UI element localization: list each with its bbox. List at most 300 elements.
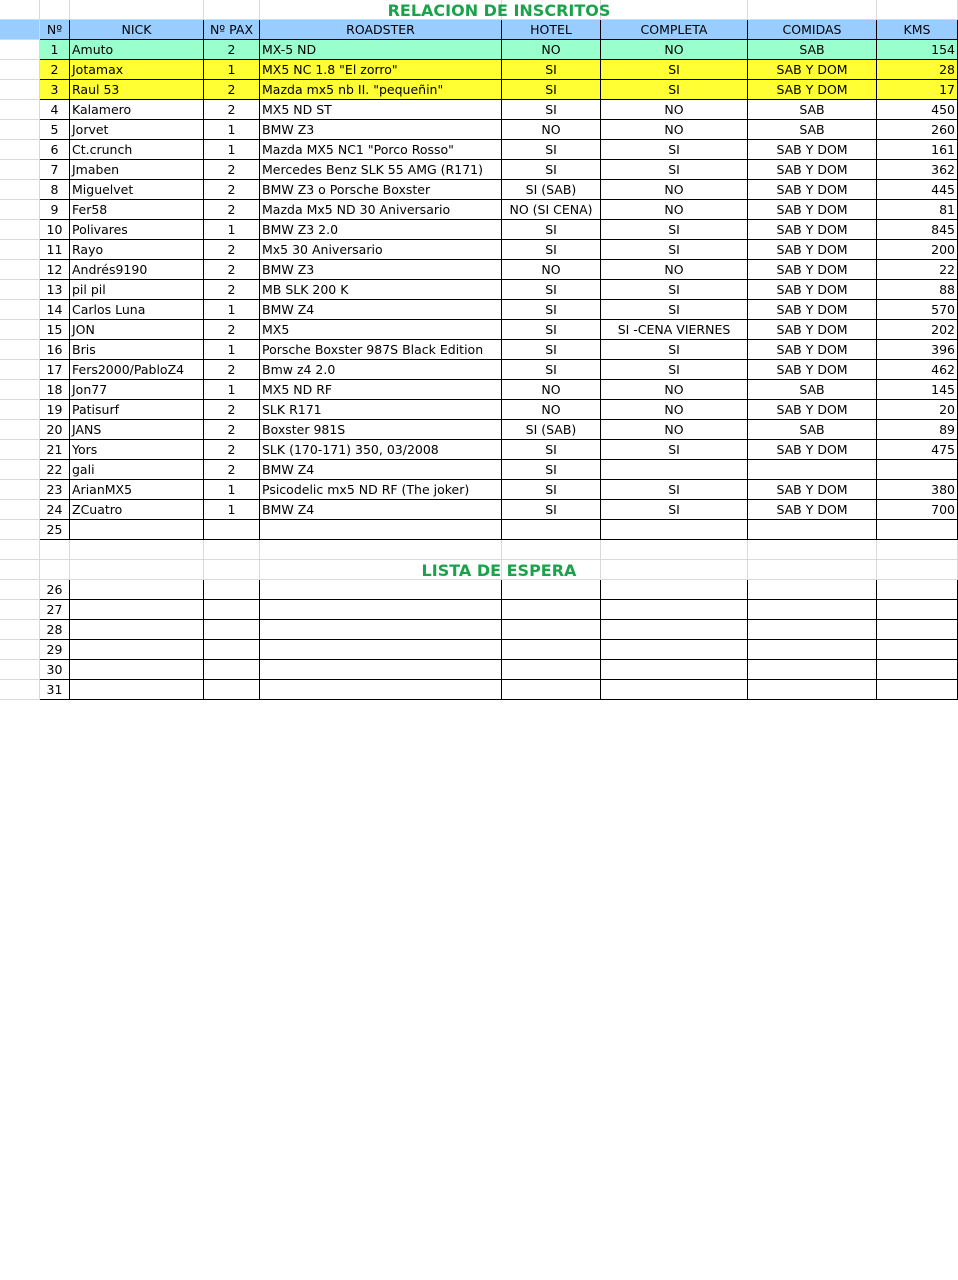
cell-car[interactable]: Mazda Mx5 ND 30 Aniversario (260, 200, 502, 220)
row-gutter[interactable] (0, 480, 40, 500)
cell-pax[interactable]: 2 (204, 460, 260, 480)
cell-car[interactable]: SLK R171 (260, 400, 502, 420)
cell-pax[interactable]: 1 (204, 300, 260, 320)
cell-pax[interactable]: 1 (204, 140, 260, 160)
cell-comidas[interactable]: SAB Y DOM (748, 440, 877, 460)
cell-completa[interactable]: SI (601, 360, 748, 380)
cell-nick[interactable]: Rayo (70, 240, 204, 260)
cell-comidas[interactable]: SAB Y DOM (748, 80, 877, 100)
row-gutter[interactable] (0, 20, 40, 40)
row-gutter[interactable] (0, 560, 40, 580)
empty-cell[interactable] (70, 660, 204, 680)
cell-nick[interactable]: Yors (70, 440, 204, 460)
cell-n[interactable]: 7 (40, 160, 70, 180)
cell-nick[interactable]: Jmaben (70, 160, 204, 180)
empty-cell[interactable] (502, 600, 601, 620)
empty-cell[interactable] (601, 640, 748, 660)
cell-pax[interactable]: 2 (204, 360, 260, 380)
empty-cell[interactable] (70, 600, 204, 620)
row-gutter[interactable] (0, 400, 40, 420)
cell-comidas[interactable]: SAB Y DOM (748, 140, 877, 160)
cell-nick[interactable]: Miguelvet (70, 180, 204, 200)
cell-hotel[interactable]: SI (502, 60, 601, 80)
cell-nick[interactable]: Fers2000/PabloZ4 (70, 360, 204, 380)
cell-nick[interactable]: Andrés9190 (70, 260, 204, 280)
cell-hotel[interactable]: NO (SI CENA) (502, 200, 601, 220)
cell-kms[interactable]: 380 (877, 480, 958, 500)
cell-comidas[interactable]: SAB (748, 40, 877, 60)
cell-pax[interactable]: 1 (204, 60, 260, 80)
cell-car[interactable]: MX5 (260, 320, 502, 340)
cell-completa[interactable]: SI (601, 480, 748, 500)
cell-n[interactable]: 20 (40, 420, 70, 440)
empty-cell[interactable] (70, 680, 204, 700)
empty-cell[interactable] (601, 680, 748, 700)
cell-nick[interactable]: gali (70, 460, 204, 480)
cell-completa[interactable]: SI (601, 280, 748, 300)
cell-car[interactable]: MX5 ND ST (260, 100, 502, 120)
empty-cell[interactable] (204, 620, 260, 640)
cell-n[interactable]: 15 (40, 320, 70, 340)
cell-kms[interactable]: 145 (877, 380, 958, 400)
cell-nick[interactable]: Fer58 (70, 200, 204, 220)
cell-completa[interactable]: NO (601, 120, 748, 140)
cell-pax[interactable]: 1 (204, 380, 260, 400)
cell-comidas[interactable]: SAB Y DOM (748, 160, 877, 180)
cell-completa[interactable]: NO (601, 200, 748, 220)
cell-nick[interactable]: ArianMX5 (70, 480, 204, 500)
row-gutter[interactable] (0, 500, 40, 520)
cell-kms[interactable]: 161 (877, 140, 958, 160)
cell-pax[interactable]: 2 (204, 160, 260, 180)
cell-nick[interactable]: Jon77 (70, 380, 204, 400)
cell-nick[interactable]: pil pil (70, 280, 204, 300)
row-gutter[interactable] (0, 220, 40, 240)
row-gutter[interactable] (0, 360, 40, 380)
cell-n[interactable]: 8 (40, 180, 70, 200)
cell-nick[interactable]: Jorvet (70, 120, 204, 140)
cell-hotel[interactable]: SI (SAB) (502, 180, 601, 200)
empty-cell[interactable] (502, 620, 601, 640)
cell-completa[interactable]: SI (601, 300, 748, 320)
empty-cell[interactable] (502, 580, 601, 600)
cell-pax[interactable]: 2 (204, 440, 260, 460)
empty-cell[interactable] (70, 620, 204, 640)
cell-car[interactable]: MX-5 ND (260, 40, 502, 60)
cell-kms[interactable]: 88 (877, 280, 958, 300)
cell-n[interactable]: 9 (40, 200, 70, 220)
cell-pax[interactable]: 2 (204, 40, 260, 60)
cell-car[interactable]: MX5 NC 1.8 "El zorro" (260, 60, 502, 80)
cell-pax[interactable]: 2 (204, 280, 260, 300)
empty-cell[interactable] (204, 600, 260, 620)
cell-nick[interactable]: Kalamero (70, 100, 204, 120)
cell-completa[interactable]: NO (601, 40, 748, 60)
row-gutter[interactable] (0, 80, 40, 100)
empty-cell[interactable] (877, 580, 958, 600)
cell-completa[interactable]: SI (601, 60, 748, 80)
empty-cell[interactable] (204, 580, 260, 600)
cell-n[interactable]: 22 (40, 460, 70, 480)
row-gutter[interactable] (0, 180, 40, 200)
cell-pax[interactable] (204, 520, 260, 540)
cell-completa[interactable]: NO (601, 380, 748, 400)
cell-n[interactable]: 31 (40, 680, 70, 700)
row-gutter[interactable] (0, 600, 40, 620)
cell-pax[interactable]: 1 (204, 480, 260, 500)
cell-pax[interactable]: 2 (204, 180, 260, 200)
cell-kms[interactable]: 154 (877, 40, 958, 60)
empty-cell[interactable] (748, 620, 877, 640)
row-gutter[interactable] (0, 140, 40, 160)
cell-comidas[interactable]: SAB (748, 120, 877, 140)
column-header-n[interactable]: Nº (40, 20, 70, 40)
cell-nick[interactable]: Raul 53 (70, 80, 204, 100)
cell-pax[interactable]: 2 (204, 80, 260, 100)
row-gutter[interactable] (0, 160, 40, 180)
cell-pax[interactable]: 2 (204, 420, 260, 440)
cell-n[interactable]: 6 (40, 140, 70, 160)
cell-completa[interactable]: SI (601, 500, 748, 520)
empty-cell[interactable] (502, 540, 601, 560)
empty-cell[interactable] (260, 540, 502, 560)
cell-n[interactable]: 5 (40, 120, 70, 140)
cell-completa[interactable] (601, 460, 748, 480)
row-gutter[interactable] (0, 260, 40, 280)
row-gutter[interactable] (0, 320, 40, 340)
empty-cell[interactable] (877, 540, 958, 560)
cell-hotel[interactable]: SI (502, 480, 601, 500)
cell-n[interactable]: 13 (40, 280, 70, 300)
cell-nick[interactable]: JANS (70, 420, 204, 440)
column-header-kms[interactable]: KMS (877, 20, 958, 40)
cell-comidas[interactable]: SAB Y DOM (748, 400, 877, 420)
empty-cell[interactable] (40, 540, 70, 560)
column-header-nick[interactable]: NICK (70, 20, 204, 40)
cell-hotel[interactable]: NO (502, 380, 601, 400)
row-gutter[interactable] (0, 380, 40, 400)
empty-cell[interactable] (877, 600, 958, 620)
cell-comidas[interactable]: SAB Y DOM (748, 60, 877, 80)
empty-cell[interactable] (204, 680, 260, 700)
cell-kms[interactable]: 28 (877, 60, 958, 80)
row-gutter[interactable] (0, 520, 40, 540)
cell-hotel[interactable]: NO (502, 40, 601, 60)
cell-car[interactable]: BMW Z4 (260, 300, 502, 320)
row-gutter[interactable] (0, 660, 40, 680)
cell-pax[interactable]: 2 (204, 320, 260, 340)
cell-car[interactable]: Boxster 981S (260, 420, 502, 440)
empty-cell[interactable] (601, 620, 748, 640)
cell-n[interactable]: 12 (40, 260, 70, 280)
empty-cell[interactable] (502, 660, 601, 680)
cell-n[interactable]: 25 (40, 520, 70, 540)
cell-kms[interactable]: 570 (877, 300, 958, 320)
cell-n[interactable]: 3 (40, 80, 70, 100)
cell-nick[interactable] (70, 520, 204, 540)
cell-n[interactable]: 18 (40, 380, 70, 400)
cell-car[interactable]: Psicodelic mx5 ND RF (The joker) (260, 480, 502, 500)
cell-hotel[interactable]: SI (502, 140, 601, 160)
cell-nick[interactable]: JON (70, 320, 204, 340)
cell-n[interactable]: 28 (40, 620, 70, 640)
cell-nick[interactable]: Ct.crunch (70, 140, 204, 160)
row-gutter[interactable] (0, 0, 40, 20)
cell-completa[interactable]: SI (601, 80, 748, 100)
cell-car[interactable]: Mazda MX5 NC1 "Porco Rosso" (260, 140, 502, 160)
empty-cell[interactable] (70, 640, 204, 660)
cell-kms[interactable] (877, 460, 958, 480)
row-gutter[interactable] (0, 300, 40, 320)
cell-n[interactable]: 23 (40, 480, 70, 500)
empty-cell[interactable] (748, 540, 877, 560)
cell-comidas[interactable]: SAB Y DOM (748, 360, 877, 380)
waitlist-row (0, 640, 958, 660)
cell-completa[interactable]: NO (601, 400, 748, 420)
cell-hotel[interactable]: SI (502, 500, 601, 520)
cell-comidas[interactable]: SAB Y DOM (748, 200, 877, 220)
empty-cell[interactable] (260, 580, 502, 600)
cell-hotel[interactable]: NO (502, 120, 601, 140)
cell-kms[interactable]: 202 (877, 320, 958, 340)
empty-cell[interactable] (877, 660, 958, 680)
empty-cell[interactable] (260, 660, 502, 680)
empty-cell[interactable] (70, 540, 204, 560)
row-gutter[interactable] (0, 240, 40, 260)
cell-nick[interactable]: Amuto (70, 40, 204, 60)
cell-car[interactable]: Mercedes Benz SLK 55 AMG (R171) (260, 160, 502, 180)
cell-nick[interactable]: Polivares (70, 220, 204, 240)
cell-n[interactable]: 14 (40, 300, 70, 320)
cell-car[interactable]: Porsche Boxster 987S Black Edition (260, 340, 502, 360)
empty-cell[interactable] (877, 680, 958, 700)
cell-pax[interactable]: 1 (204, 500, 260, 520)
cell-hotel[interactable]: SI (502, 160, 601, 180)
cell-kms[interactable]: 20 (877, 400, 958, 420)
cell-hotel[interactable]: SI (502, 100, 601, 120)
cell-car[interactable]: Mx5 30 Aniversario (260, 240, 502, 260)
cell-n[interactable]: 11 (40, 240, 70, 260)
cell-car[interactable] (260, 520, 502, 540)
cell-completa[interactable]: SI -CENA VIERNES (601, 320, 748, 340)
cell-hotel[interactable]: SI (502, 80, 601, 100)
cell-kms[interactable]: 17 (877, 80, 958, 100)
cell-comidas[interactable] (748, 520, 877, 540)
cell-pax[interactable]: 1 (204, 220, 260, 240)
cell-n[interactable]: 17 (40, 360, 70, 380)
empty-cell[interactable] (601, 540, 748, 560)
cell-kms[interactable] (877, 520, 958, 540)
cell-completa[interactable]: SI (601, 340, 748, 360)
cell-kms[interactable]: 200 (877, 240, 958, 260)
empty-cell[interactable] (748, 640, 877, 660)
row-gutter[interactable] (0, 460, 40, 480)
cell-nick[interactable]: Jotamax (70, 60, 204, 80)
cell-kms[interactable]: 396 (877, 340, 958, 360)
cell-car[interactable]: SLK (170-171) 350, 03/2008 (260, 440, 502, 460)
cell-comidas[interactable]: SAB Y DOM (748, 220, 877, 240)
empty-cell[interactable] (877, 640, 958, 660)
cell-car[interactable]: BMW Z4 (260, 500, 502, 520)
cell-hotel[interactable]: SI (SAB) (502, 420, 601, 440)
empty-cell[interactable] (204, 660, 260, 680)
cell-car[interactable]: BMW Z4 (260, 460, 502, 480)
cell-completa[interactable]: SI (601, 140, 748, 160)
row-gutter[interactable] (0, 60, 40, 80)
cell-pax[interactable]: 1 (204, 120, 260, 140)
cell-comidas[interactable]: SAB (748, 380, 877, 400)
cell-kms[interactable]: 89 (877, 420, 958, 440)
empty-cell[interactable] (70, 580, 204, 600)
cell-nick[interactable]: Patisurf (70, 400, 204, 420)
cell-completa[interactable]: NO (601, 100, 748, 120)
cell-comidas[interactable]: SAB Y DOM (748, 340, 877, 360)
cell-comidas[interactable]: SAB Y DOM (748, 500, 877, 520)
cell-n[interactable]: 10 (40, 220, 70, 240)
row-gutter[interactable] (0, 620, 40, 640)
cell-n[interactable]: 27 (40, 600, 70, 620)
cell-kms[interactable]: 475 (877, 440, 958, 460)
cell-pax[interactable]: 1 (204, 340, 260, 360)
empty-cell[interactable] (877, 620, 958, 640)
cell-comidas[interactable]: SAB (748, 420, 877, 440)
cell-car[interactable]: MB SLK 200 K (260, 280, 502, 300)
cell-n[interactable]: 16 (40, 340, 70, 360)
column-header-pax[interactable]: Nº PAX (204, 20, 260, 40)
cell-n[interactable]: 21 (40, 440, 70, 460)
row-gutter[interactable] (0, 540, 40, 560)
empty-cell[interactable] (502, 640, 601, 660)
empty-cell[interactable] (204, 540, 260, 560)
cell-comidas[interactable]: SAB Y DOM (748, 480, 877, 500)
empty-cell[interactable] (204, 640, 260, 660)
cell-completa[interactable]: SI (601, 440, 748, 460)
empty-cell[interactable] (748, 680, 877, 700)
cell-pax[interactable]: 2 (204, 260, 260, 280)
cell-completa[interactable]: SI (601, 160, 748, 180)
cell-comidas[interactable]: SAB Y DOM (748, 260, 877, 280)
row-gutter[interactable] (0, 280, 40, 300)
empty-cell[interactable] (260, 680, 502, 700)
cell-pax[interactable]: 2 (204, 100, 260, 120)
cell-kms[interactable]: 260 (877, 120, 958, 140)
cell-comidas[interactable]: SAB (748, 100, 877, 120)
row-gutter[interactable] (0, 100, 40, 120)
cell-comidas[interactable] (748, 460, 877, 480)
column-header-completa[interactable]: COMPLETA (601, 20, 748, 40)
cell-hotel[interactable]: SI (502, 320, 601, 340)
cell-car[interactable]: Mazda mx5 nb II. "pequeñin" (260, 80, 502, 100)
cell-hotel[interactable]: SI (502, 440, 601, 460)
column-header-car[interactable]: ROADSTER (260, 20, 502, 40)
cell-n[interactable]: 2 (40, 60, 70, 80)
cell-pax[interactable]: 2 (204, 240, 260, 260)
cell-n[interactable]: 30 (40, 660, 70, 680)
cell-n[interactable]: 29 (40, 640, 70, 660)
cell-hotel[interactable]: NO (502, 400, 601, 420)
row-gutter[interactable] (0, 640, 40, 660)
cell-comidas[interactable]: SAB Y DOM (748, 180, 877, 200)
cell-hotel[interactable] (502, 520, 601, 540)
cell-kms[interactable]: 700 (877, 500, 958, 520)
row-gutter[interactable] (0, 580, 40, 600)
cell-hotel[interactable]: SI (502, 360, 601, 380)
empty-cell[interactable] (260, 600, 502, 620)
cell-kms[interactable]: 845 (877, 220, 958, 240)
cell-completa[interactable]: NO (601, 420, 748, 440)
column-header-hotel[interactable]: HOTEL (502, 20, 601, 40)
cell-car[interactable]: BMW Z3 (260, 120, 502, 140)
row-gutter[interactable] (0, 120, 40, 140)
cell-hotel[interactable]: SI (502, 220, 601, 240)
cell-pax[interactable]: 2 (204, 200, 260, 220)
cell-hotel[interactable]: SI (502, 340, 601, 360)
cell-n[interactable]: 26 (40, 580, 70, 600)
cell-car[interactable]: BMW Z3 (260, 260, 502, 280)
cell-n[interactable]: 1 (40, 40, 70, 60)
cell-car[interactable]: MX5 ND RF (260, 380, 502, 400)
cell-n[interactable]: 19 (40, 400, 70, 420)
cell-kms[interactable]: 462 (877, 360, 958, 380)
cell-kms[interactable]: 81 (877, 200, 958, 220)
cell-kms[interactable]: 450 (877, 100, 958, 120)
cell-n[interactable]: 4 (40, 100, 70, 120)
cell-car[interactable]: BMW Z3 o Porsche Boxster (260, 180, 502, 200)
cell-n[interactable]: 24 (40, 500, 70, 520)
empty-cell[interactable] (748, 580, 877, 600)
cell-comidas[interactable]: SAB Y DOM (748, 300, 877, 320)
empty-cell[interactable] (502, 680, 601, 700)
empty-cell[interactable] (260, 620, 502, 640)
cell-hotel[interactable]: SI (502, 280, 601, 300)
cell-car[interactable]: Bmw z4 2.0 (260, 360, 502, 380)
empty-cell[interactable] (601, 660, 748, 680)
cell-comidas[interactable]: SAB Y DOM (748, 280, 877, 300)
cell-completa[interactable]: NO (601, 260, 748, 280)
empty-cell[interactable] (748, 600, 877, 620)
cell-pax[interactable]: 2 (204, 400, 260, 420)
column-header-comidas[interactable]: COMIDAS (748, 20, 877, 40)
cell-hotel[interactable]: SI (502, 300, 601, 320)
cell-kms[interactable]: 362 (877, 160, 958, 180)
cell-nick[interactable]: Carlos Luna (70, 300, 204, 320)
cell-hotel[interactable]: SI (502, 460, 601, 480)
cell-hotel[interactable]: SI (502, 240, 601, 260)
cell-completa[interactable]: NO (601, 180, 748, 200)
row-gutter[interactable] (0, 440, 40, 460)
cell-hotel[interactable]: NO (502, 260, 601, 280)
cell-kms[interactable]: 22 (877, 260, 958, 280)
cell-completa[interactable] (601, 520, 748, 540)
empty-cell[interactable] (601, 600, 748, 620)
empty-cell[interactable] (601, 580, 748, 600)
cell-completa[interactable]: SI (601, 240, 748, 260)
cell-completa[interactable]: SI (601, 220, 748, 240)
cell-comidas[interactable]: SAB Y DOM (748, 320, 877, 340)
cell-kms[interactable]: 445 (877, 180, 958, 200)
row-gutter[interactable] (0, 40, 40, 60)
cell-nick[interactable]: ZCuatro (70, 500, 204, 520)
cell-nick[interactable]: Bris (70, 340, 204, 360)
row-gutter[interactable] (0, 200, 40, 220)
cell-car[interactable]: BMW Z3 2.0 (260, 220, 502, 240)
cell-comidas[interactable]: SAB Y DOM (748, 240, 877, 260)
row-gutter[interactable] (0, 420, 40, 440)
row-gutter[interactable] (0, 340, 40, 360)
empty-cell[interactable] (748, 660, 877, 680)
row-gutter[interactable] (0, 680, 40, 700)
empty-cell[interactable] (260, 640, 502, 660)
